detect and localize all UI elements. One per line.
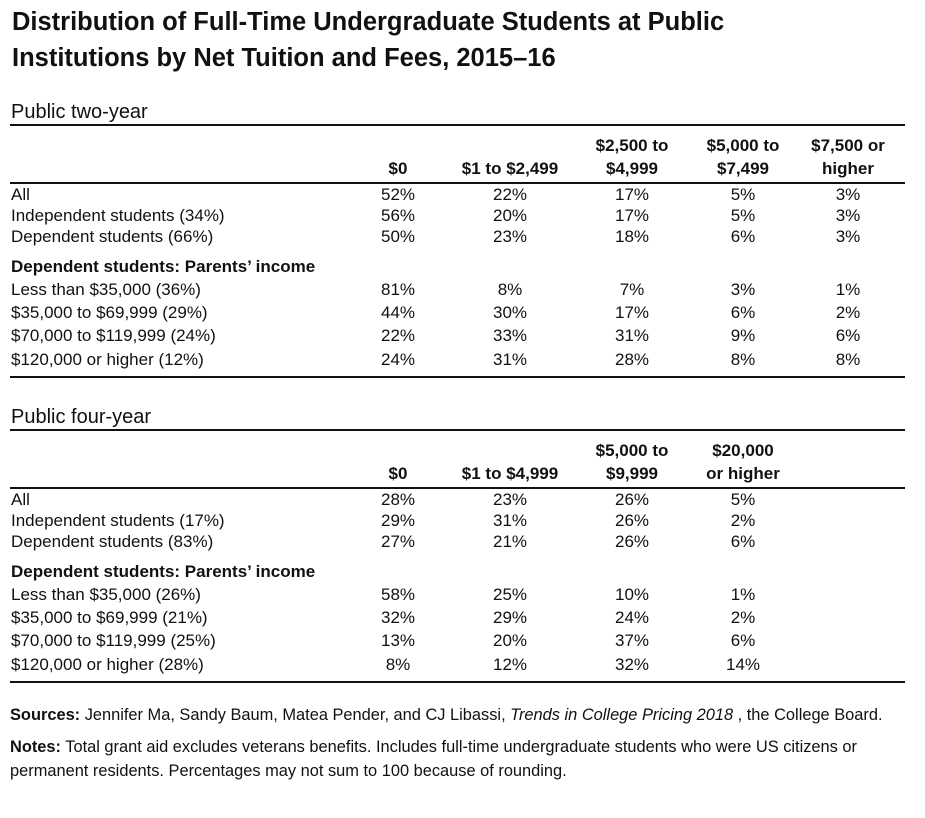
row-label: Independent students (34%) xyxy=(11,205,225,225)
sources-label: Sources: xyxy=(10,706,81,724)
section-bottom-rule xyxy=(10,681,905,683)
cell-value: 10% xyxy=(614,584,650,604)
cell-value: 31% xyxy=(614,326,650,346)
cell-value: 1% xyxy=(730,584,756,604)
column-header xyxy=(389,157,408,180)
table-public-two-year xyxy=(10,100,905,378)
row-label: $70,000 to $119,999 (25%) xyxy=(11,631,216,651)
row-label: Dependent students (66%) xyxy=(11,226,214,246)
cell-value: 32% xyxy=(380,607,416,627)
cell-value: 28% xyxy=(380,489,416,509)
column-header-line: $7,500 or xyxy=(811,136,885,155)
title-line-2: Institutions by Net Tuition and Fees, 2015–16 xyxy=(12,44,556,72)
cell-value: 24% xyxy=(614,607,650,627)
cell-value: 56% xyxy=(380,205,416,225)
table-row xyxy=(10,531,905,552)
group-heading: Dependent students: Parents’ income xyxy=(11,256,316,276)
cell-value: 31% xyxy=(492,510,528,530)
section-bottom-rule xyxy=(10,376,905,378)
sources-tail: , the College Board. xyxy=(733,706,883,724)
notes-label: Notes: xyxy=(10,738,61,756)
sources-text: Jennifer Ma, Sandy Baum, Matea Pender, and CJ Libassi, xyxy=(80,706,511,724)
sources-note xyxy=(10,703,910,727)
cell-value: 8% xyxy=(385,654,411,674)
chart-title xyxy=(12,4,912,76)
row-label: Dependent students (83%) xyxy=(11,531,214,551)
column-header-row xyxy=(10,431,905,487)
cell-value: 14% xyxy=(725,654,761,674)
cell-value: 5% xyxy=(730,489,756,509)
column-header xyxy=(596,439,669,485)
cell-value: 1% xyxy=(835,279,861,299)
cell-value: 21% xyxy=(492,531,528,551)
row-label: $35,000 to $69,999 (29%) xyxy=(11,302,208,322)
column-header-row xyxy=(10,126,905,182)
cell-value: 8% xyxy=(835,349,861,369)
column-header-line: $2,500 to xyxy=(595,136,669,155)
column-header-line: $5,000 to xyxy=(595,441,669,460)
cell-value: 20% xyxy=(492,205,528,225)
column-header-line: $20,000 xyxy=(712,441,774,460)
group-heading: Dependent students: Parents’ income xyxy=(11,561,316,581)
cell-value: 81% xyxy=(380,279,416,299)
section-title: Public two-year xyxy=(11,101,148,123)
column-header-line: $0 xyxy=(388,464,408,483)
cell-value: 2% xyxy=(835,302,861,322)
cell-value: 3% xyxy=(730,279,756,299)
table-row xyxy=(10,630,905,653)
cell-value: 8% xyxy=(730,349,756,369)
cell-value: 23% xyxy=(492,489,528,509)
table-row xyxy=(10,510,905,531)
cell-value: 37% xyxy=(614,631,650,651)
cell-value: 52% xyxy=(380,184,416,204)
row-label: All xyxy=(11,184,30,204)
cell-value: 27% xyxy=(380,531,416,551)
footnotes xyxy=(10,703,910,791)
table-row xyxy=(10,325,905,348)
column-header-line: $9,999 xyxy=(605,464,658,483)
cell-value: 26% xyxy=(614,531,650,551)
cell-value: 3% xyxy=(835,205,861,225)
cell-value: 25% xyxy=(492,584,528,604)
row-label: $120,000 or higher (28%) xyxy=(11,654,204,674)
column-header xyxy=(596,134,669,180)
cell-value: 58% xyxy=(380,584,416,604)
table-public-four-year xyxy=(10,405,905,683)
cell-value: 12% xyxy=(492,654,528,674)
column-header xyxy=(707,134,780,180)
table-row xyxy=(10,349,905,372)
row-label: Less than $35,000 (36%) xyxy=(11,279,201,299)
cell-value: 18% xyxy=(614,226,650,246)
cell-value: 32% xyxy=(614,654,650,674)
row-label: Less than $35,000 (26%) xyxy=(11,584,201,604)
cell-value: 17% xyxy=(614,205,650,225)
cell-value: 29% xyxy=(492,607,528,627)
cell-value: 22% xyxy=(380,326,416,346)
cell-value: 44% xyxy=(380,302,416,322)
table-row xyxy=(10,302,905,325)
cell-value: 2% xyxy=(730,607,756,627)
column-header-line: $4,999 xyxy=(605,159,658,178)
row-label: Independent students (17%) xyxy=(11,510,225,530)
column-header xyxy=(389,462,408,485)
notes-note xyxy=(10,735,910,783)
column-header-line: or higher xyxy=(706,464,780,483)
cell-value: 22% xyxy=(492,184,528,204)
table-row xyxy=(10,654,905,677)
cell-value: 50% xyxy=(380,226,416,246)
cell-value: 9% xyxy=(730,326,756,346)
cell-value: 5% xyxy=(730,205,756,225)
column-header-line: higher xyxy=(822,159,874,178)
cell-value: 28% xyxy=(614,349,650,369)
cell-value: 3% xyxy=(835,226,861,246)
cell-value: 6% xyxy=(730,226,756,246)
cell-value: 17% xyxy=(614,184,650,204)
column-header-line: $1 to $4,999 xyxy=(461,464,559,483)
column-header xyxy=(706,439,780,485)
column-header-line: $0 xyxy=(388,159,408,178)
cell-value: 6% xyxy=(835,326,861,346)
column-header-line: $7,499 xyxy=(716,159,769,178)
cell-value: 2% xyxy=(730,510,756,530)
cell-value: 29% xyxy=(380,510,416,530)
cell-value: 24% xyxy=(380,349,416,369)
cell-value: 8% xyxy=(497,279,523,299)
notes-text: Total grant aid excludes veterans benefits. Includes full-time undergraduate students who were US citizens or permanent residents. Percentages may not sum to 100 because of rounding. xyxy=(10,738,857,780)
cell-value: 17% xyxy=(614,302,650,322)
table-row xyxy=(10,584,905,607)
row-label: $70,000 to $119,999 (24%) xyxy=(11,326,216,346)
column-header-line: $5,000 to xyxy=(706,136,780,155)
cell-value: 5% xyxy=(730,184,756,204)
section-title: Public four-year xyxy=(11,406,152,428)
row-label: $35,000 to $69,999 (21%) xyxy=(11,607,208,627)
cell-value: 30% xyxy=(492,302,528,322)
cell-value: 6% xyxy=(730,302,756,322)
table-row xyxy=(10,205,905,226)
cell-value: 23% xyxy=(492,226,528,246)
cell-value: 33% xyxy=(492,326,528,346)
table-row xyxy=(10,226,905,247)
column-header-line: $1 to $2,499 xyxy=(461,159,559,178)
table-row xyxy=(10,607,905,630)
cell-value: 20% xyxy=(492,631,528,651)
table-row xyxy=(10,489,905,510)
table-row xyxy=(10,184,905,205)
sources-title: Trends in College Pricing 2018 xyxy=(510,706,734,724)
table-row xyxy=(10,279,905,302)
cell-value: 6% xyxy=(730,631,756,651)
column-header xyxy=(462,462,558,485)
row-label: $120,000 or higher (12%) xyxy=(11,349,204,369)
title-line-1: Distribution of Full-Time Undergraduate Students at Public xyxy=(12,8,725,36)
row-label: All xyxy=(11,489,30,509)
cell-value: 31% xyxy=(492,349,528,369)
cell-value: 26% xyxy=(614,489,650,509)
cell-value: 6% xyxy=(730,531,756,551)
cell-value: 13% xyxy=(380,631,416,651)
cell-value: 7% xyxy=(619,279,645,299)
column-header xyxy=(811,134,885,180)
cell-value: 3% xyxy=(835,184,861,204)
cell-value: 26% xyxy=(614,510,650,530)
column-header xyxy=(462,157,558,180)
